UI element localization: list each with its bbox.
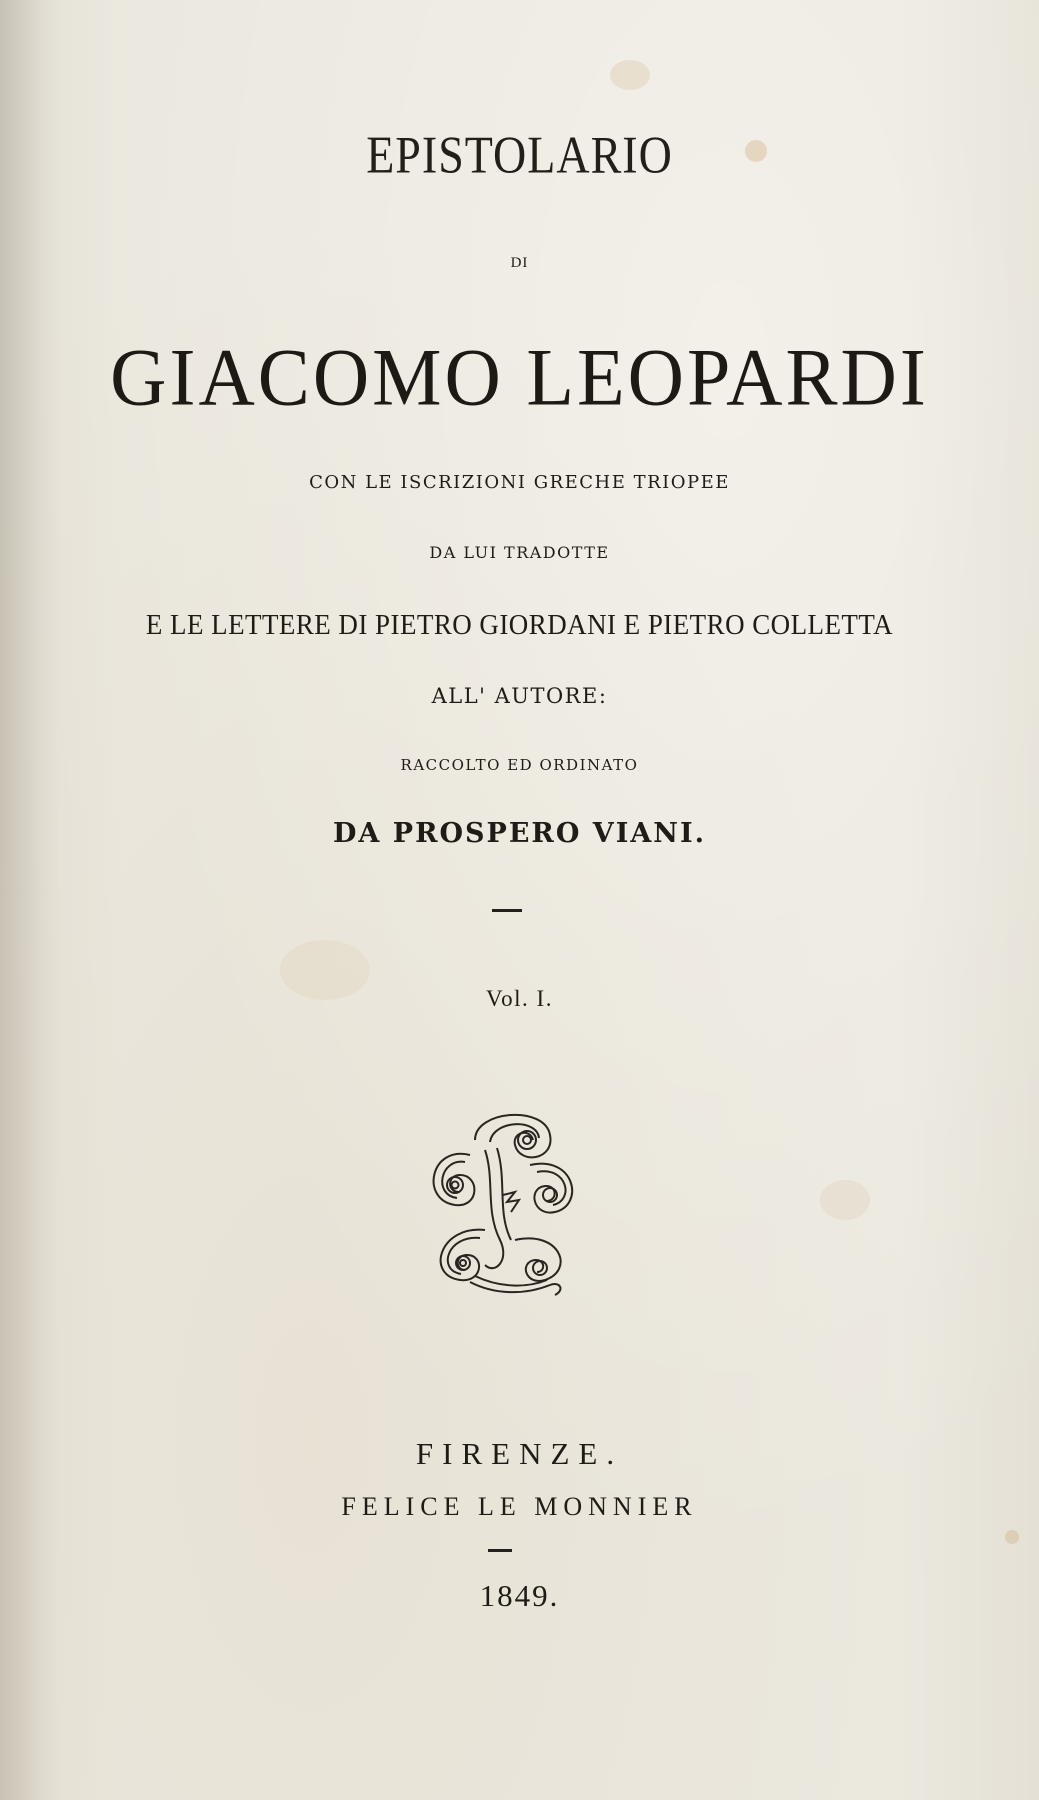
subtitle-line: ALL' AUTORE: [431,684,608,708]
foxing-spot [820,1180,870,1220]
subtitle-line: CON LE ISCRIZIONI GRECHE TRIOPEE [309,472,730,493]
volume-label: Vol. I. [486,986,553,1011]
subtitle-line: E LE LETTERE DI PIETRO GIORDANI E PIETRO COLLETTA [145,609,894,641]
book-title: EPISTOLARIO [366,125,673,184]
divider-dash [488,1549,512,1552]
title-connector: DI [510,255,529,271]
subtitle-line: DA LUI TRADOTTE [429,543,610,562]
imprint-year: 1849. [479,1578,560,1613]
imprint-city: FIRENZE. [415,1436,624,1471]
imprint-publisher: FELICE LE MONNIER [341,1492,698,1521]
divider-dash [492,909,522,912]
foxing-spot [1005,1530,1019,1544]
publisher-monogram-ornament-icon [415,1100,585,1300]
foxing-spot [610,60,650,90]
subtitle-line: RACCOLTO ED ORDINATO [400,756,639,774]
editor-credit: DA PROSPERO VIANI. [333,818,706,849]
author-name: GIACOMO LEOPARDI [110,330,929,423]
